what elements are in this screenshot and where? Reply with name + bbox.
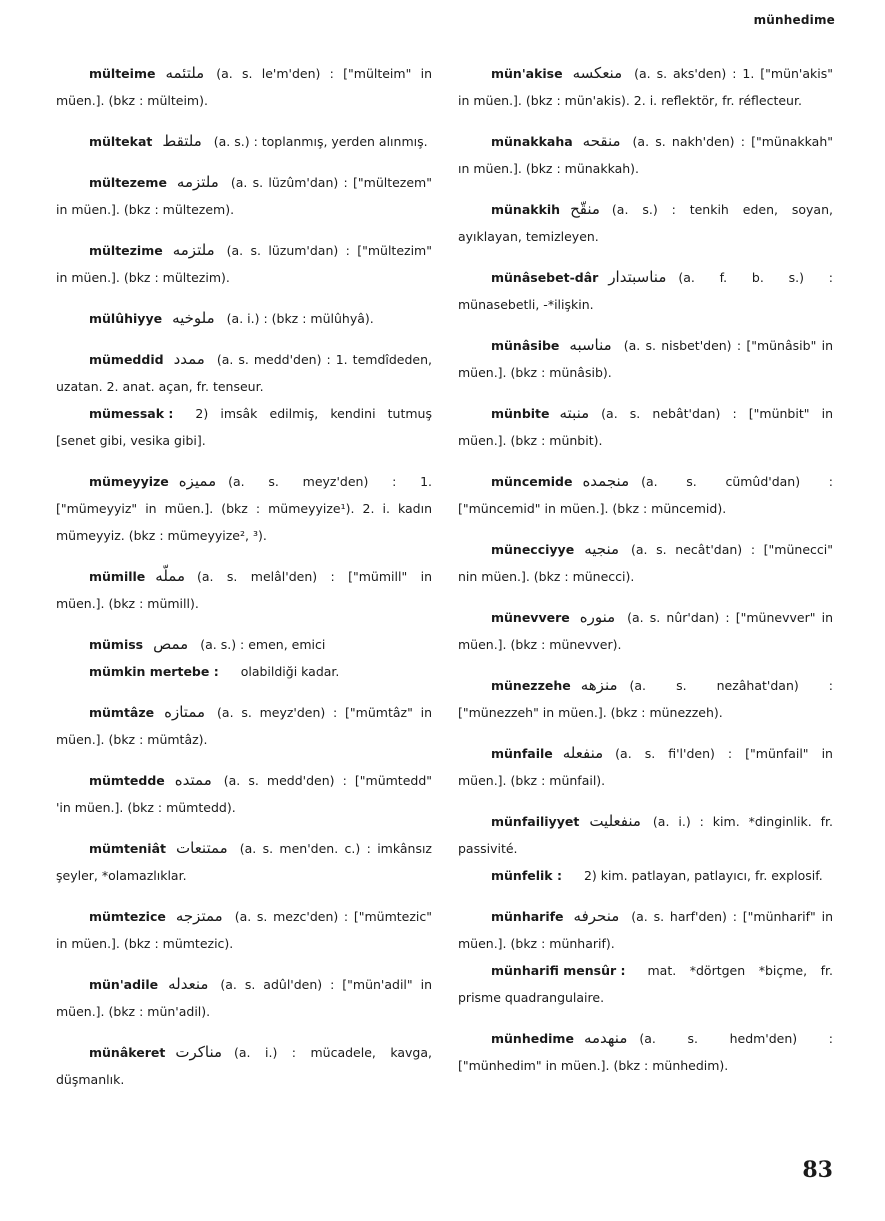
dictionary-entry (458, 128, 833, 182)
entry-headword: münharife (491, 909, 564, 924)
dictionary-entry (458, 604, 833, 658)
entry-headword: mümtezice (89, 909, 166, 924)
dictionary-entry (458, 672, 833, 726)
entry-arabic-script: منوره (579, 608, 616, 626)
entry-headword: münakkaha (491, 134, 573, 149)
entry-arabic-script: ممتنعات (176, 839, 228, 857)
entry-headword: mültezeme (89, 175, 167, 190)
running-head: münhedime (753, 13, 835, 27)
dictionary-entry (458, 957, 833, 1011)
entry-definition: (a. s. cümûd'dan) : ["müncemid" in müen.]. (bkz : müncemid). (458, 474, 833, 516)
entry-definition: (a. s. nisbet'den) : ["münâsib" in müen.]. (bkz : münâsib). (458, 338, 833, 380)
dictionary-entry (56, 468, 432, 549)
entry-headword: münfaile (491, 746, 553, 761)
entry-headword: mümille (89, 569, 146, 584)
entry-definition: (a. s. necât'dan) : ["münecci" nin müen.]. (bkz : münecci). (458, 542, 833, 584)
entry-definition: (a. s. meyz'den) : 1. ["mümeyyiz" in müen.]. (bkz : mümeyyize¹). 2. i. kadın mümeyyiz. (bkz : mümeyyize², ³). (56, 474, 432, 543)
entry-definition: (a. s.) : toplanmış, yerden alınmış. (213, 134, 428, 149)
dictionary-entry (458, 196, 833, 250)
entry-headword: müncemide (491, 474, 573, 489)
page-number: 83 (802, 1157, 833, 1183)
entry-definition: (a. s. harf'den) : ["münharif" in müen.]. (bkz : münharif). (458, 909, 833, 951)
entry-headword: münezzehe (491, 678, 571, 693)
entry-definition: (a. s. fi'l'den) : ["münfail" in müen.]. (bkz : münfail). (458, 746, 833, 788)
entry-arabic-script: منقّح (570, 200, 600, 218)
entry-definition: olabildiği kadar. (240, 664, 340, 679)
entry-headword: münevvere (491, 610, 570, 625)
entry-definition: (a. s.) : emen, emici (200, 637, 326, 652)
entry-arabic-script: منفعليت (589, 812, 641, 830)
dictionary-entry (458, 903, 833, 957)
dictionary-entry (56, 169, 432, 223)
dictionary-entry (458, 60, 833, 114)
entry-headword: mülteime (89, 66, 156, 81)
dictionary-entry (56, 237, 432, 291)
entry-headword: mültezime (89, 243, 163, 258)
entry-definition: (a. s.) : tenkih eden, soyan, ayıklayan, temizleyen. (458, 202, 833, 244)
entry-definition: (a. s. medd'den) : 1. temdîdeden, uzatan. 2. anat. açan, fr. tenseur. (56, 352, 432, 394)
dictionary-entry (458, 264, 833, 318)
entry-headword: mümeddid (89, 352, 164, 367)
entry-definition: (a. i.) : (bkz : mülûhyâ). (226, 311, 374, 326)
entry-definition: (a. s. melâl'den) : ["mümill" in müen.]. (bkz : mümill). (56, 569, 432, 611)
entry-definition: 2) imsâk edilmiş, kendini tutmuş [senet gibi, vesika gibi]. (56, 406, 432, 448)
entry-headword: mün'akise (491, 66, 563, 81)
entry-definition: (a. f. b. s.) : münasebetli, -*ilişkin. (458, 270, 833, 312)
dictionary-entry (458, 808, 833, 862)
entry-arabic-script: مملّه (155, 567, 185, 585)
entry-arabic-script: منحرفه (573, 907, 620, 925)
entry-arabic-script: منعكسه (572, 64, 623, 82)
dictionary-entry (56, 699, 432, 753)
entry-arabic-script: ممتازه (164, 703, 206, 721)
entry-definition: 2) kim. patlayan, patlayıcı, fr. explosif. (583, 868, 823, 883)
entry-arabic-script: ممدد (173, 350, 205, 368)
dictionary-entry (56, 305, 432, 332)
entry-headword: münfailiyyet (491, 814, 580, 829)
entry-headword: mümkin mertebe : (89, 664, 219, 679)
entry-headword: münhedime (491, 1031, 574, 1046)
dictionary-entry (56, 767, 432, 821)
entry-headword: mümteniât (89, 841, 166, 856)
dictionary-entry (56, 658, 432, 685)
entry-definition: (a. i.) : kim. *dinginlik. fr. passivité. (458, 814, 833, 856)
entry-arabic-script: مناكرت (175, 1043, 223, 1061)
dictionary-entry (56, 631, 432, 658)
dictionary-entry (56, 563, 432, 617)
entry-headword: münakkih (491, 202, 561, 217)
entry-definition: (a. s. nûr'dan) : ["münevver" in müen.]. (bkz : münevver). (458, 610, 833, 652)
dictionary-entry (56, 400, 432, 454)
entry-definition: (a. s. men'den. c.) : imkânsız şeyler, *olamazlıklar. (56, 841, 432, 883)
dictionary-entry (458, 862, 833, 889)
dictionary-entry (56, 128, 432, 155)
entry-headword: münecciyye (491, 542, 575, 557)
entry-arabic-script: منهدمه (583, 1029, 628, 1047)
entry-headword: münharifi mensûr : (491, 963, 626, 978)
dictionary-entry (458, 536, 833, 590)
dictionary-entry (56, 346, 432, 400)
entry-headword: mümtâze (89, 705, 155, 720)
dictionary-entry (458, 740, 833, 794)
right-column (458, 60, 833, 1093)
entry-definition: (a. s. nebât'dan) : ["münbit" in müen.]. (bkz : münbit). (458, 406, 833, 448)
entry-arabic-script: ملوخيه (172, 309, 215, 327)
entry-arabic-script: ممتزجه (175, 907, 223, 925)
entry-arabic-script: منزهه (580, 676, 618, 694)
entry-headword: mümeyyize (89, 474, 169, 489)
entry-definition: (a. i.) : mücadele, kavga, düşmanlık. (56, 1045, 432, 1087)
dictionary-entry (458, 400, 833, 454)
left-column (56, 60, 432, 1107)
entry-definition: (a. s. aks'den) : 1. ["mün'akis" in müen.]. (bkz : mün'akis). 2. i. reflektör, fr. réflecteur. (458, 66, 833, 108)
entry-headword: mümiss (89, 637, 144, 652)
entry-headword: mün'adile (89, 977, 159, 992)
entry-headword: mülûhiyye (89, 311, 163, 326)
entry-arabic-script: مناسبه (569, 336, 612, 354)
entry-definition: (a. s. nakh'den) : ["münakkah" ın müen.]. (bkz : münakkah). (458, 134, 833, 176)
entry-arabic-script: منجيه (584, 540, 619, 558)
entry-headword: münâkeret (89, 1045, 166, 1060)
entry-arabic-script: منقحه (582, 132, 621, 150)
entry-arabic-script: ملتزمه (176, 173, 219, 191)
entry-headword: mümtedde (89, 773, 165, 788)
entry-headword: münâsibe (491, 338, 560, 353)
entry-definition: (a. s. medd'den) : ["mümtedd" 'in müen.]. (bkz : mümtedd). (56, 773, 432, 815)
dictionary-entry (56, 971, 432, 1025)
entry-headword: mültekat (89, 134, 153, 149)
entry-arabic-script: منجمده (582, 472, 630, 490)
dictionary-entry (458, 332, 833, 386)
entry-headword: mümessak : (89, 406, 174, 421)
entry-headword: münâsebet-dâr (491, 270, 599, 285)
entry-definition: (a. s. nezâhat'dan) : ["münezzeh" in müen.]. (bkz : münezzeh). (458, 678, 833, 720)
dictionary-entry (458, 1025, 833, 1079)
entry-arabic-script: مميزه (178, 472, 217, 490)
entry-definition: (a. s. lüzûm'dan) : ["mültezem" in müen.]. (bkz : mültezem). (56, 175, 432, 217)
dictionary-entry (56, 60, 432, 114)
entry-definition: (a. s. le'm'den) : ["mülteim" in müen.]. (bkz : mülteim). (56, 66, 432, 108)
entry-headword: münfelik : (491, 868, 562, 883)
dictionary-entry (56, 835, 432, 889)
entry-definition: mat. *dörtgen *biçme, fr. prisme quadrangulaire. (458, 963, 833, 1005)
dictionary-entry (56, 903, 432, 957)
entry-definition: (a. s. lüzum'dan) : ["mültezim" in müen.]. (bkz : mültezim). (56, 243, 432, 285)
entry-arabic-script: ملتزمه (172, 241, 215, 259)
entry-definition: (a. s. meyz'den) : ["mümtâz" in müen.]. (bkz : mümtâz). (56, 705, 432, 747)
entry-arabic-script: مناسبتدار (608, 268, 667, 286)
entry-arabic-script: ممص (153, 635, 189, 653)
entry-arabic-script: ملتئمه (165, 64, 205, 82)
entry-arabic-script: ممتده (174, 771, 212, 789)
entry-arabic-script: منبته (559, 404, 590, 422)
dictionary-entry (56, 1039, 432, 1093)
entry-arabic-script: ملتقط (162, 132, 202, 150)
entry-arabic-script: منعدله (168, 975, 209, 993)
dictionary-entry (458, 468, 833, 522)
entry-headword: münbite (491, 406, 550, 421)
entry-definition: (a. s. adûl'den) : ["mün'adil" in müen.]. (bkz : mün'adil). (56, 977, 432, 1019)
entry-definition: (a. s. hedm'den) : ["münhedim" in müen.]. (bkz : münhedim). (458, 1031, 833, 1073)
entry-arabic-script: منفعله (562, 744, 604, 762)
entry-definition: (a. s. mezc'den) : ["mümtezic" in müen.]. (bkz : mümtezic). (56, 909, 432, 951)
